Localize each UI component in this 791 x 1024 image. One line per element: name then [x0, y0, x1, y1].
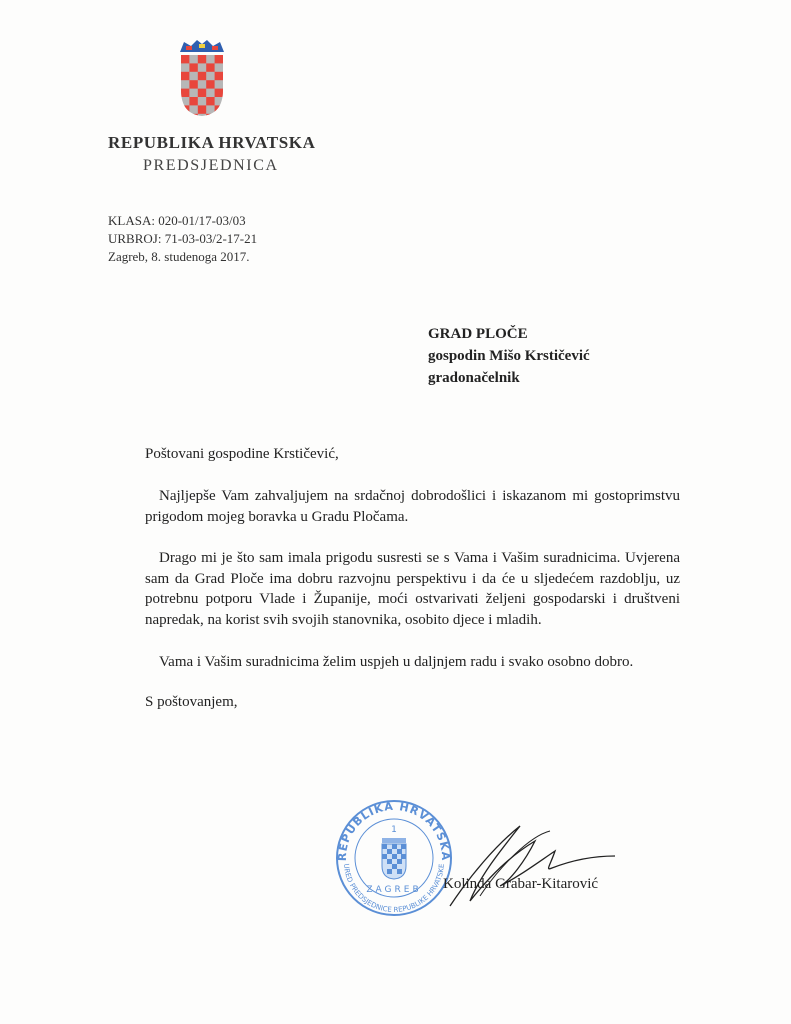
- stamp-bottom-text: URED PREDSJEDNICE REPUBLIKE HRVATSKE: [341, 863, 447, 915]
- stamp-city: ZAGREB: [366, 885, 422, 895]
- paragraph: Drago mi je što sam imala prigodu susresti se s Vama i Vašim suradnicima. Uvjerena sam da Grad Ploče ima dobru razvojnu perspektivu i da će u sljedećem razdoblju, uz potrebnu potporu Vlade i Županije, moći ostvarivati željeni gospodarski i društveni napredak, na korist svih svojih stanovnika, osobito djece i mladih.: [145, 550, 680, 628]
- letterhead-country: REPUBLIKA HRVATSKA: [108, 133, 316, 152]
- stamp-number: 1: [391, 825, 397, 835]
- recipient-line: gradonačelnik: [428, 370, 520, 386]
- coat-of-arms-logo: [178, 38, 226, 118]
- checkerboard-shield-icon: [178, 53, 226, 118]
- paragraph: Najljepše Vam zahvaljujem na srdačnoj dobrodošlici i iskazanom mi gostoprimstvu prigodom mojeg boravka u Gradu Pločama.: [145, 488, 680, 525]
- greeting: Poštovani gospodine Krstičević,: [145, 446, 339, 462]
- place-date: Zagreb, 8. studenoga 2017.: [108, 249, 250, 264]
- recipient-line: gospodin Mišo Krstičević: [428, 348, 590, 364]
- reference-block: [108, 212, 257, 266]
- stamp-top-text: REPUBLIKA HRVATSKA: [335, 799, 453, 862]
- signatory-name: Kolinda Grabar-Kitarović: [443, 876, 599, 892]
- official-stamp: [334, 796, 454, 920]
- closing: S poštovanjem,: [145, 694, 238, 710]
- crown-icon: [180, 40, 224, 52]
- urbroj: URBROJ: 71-03-03/2-17-21: [108, 231, 258, 246]
- klasa: KLASA: 020-01/17-03/03: [108, 213, 246, 228]
- letterhead-office: PREDSJEDNICA: [143, 157, 279, 174]
- recipient-address: [428, 323, 590, 389]
- paragraph: Vama i Vašim suradnicima želim uspjeh u daljnjem radu i svako osobno dobro.: [159, 654, 634, 670]
- handwritten-signature: [440, 806, 620, 916]
- stamp-shield-icon: [382, 838, 406, 879]
- recipient-line: GRAD PLOČE: [428, 326, 528, 342]
